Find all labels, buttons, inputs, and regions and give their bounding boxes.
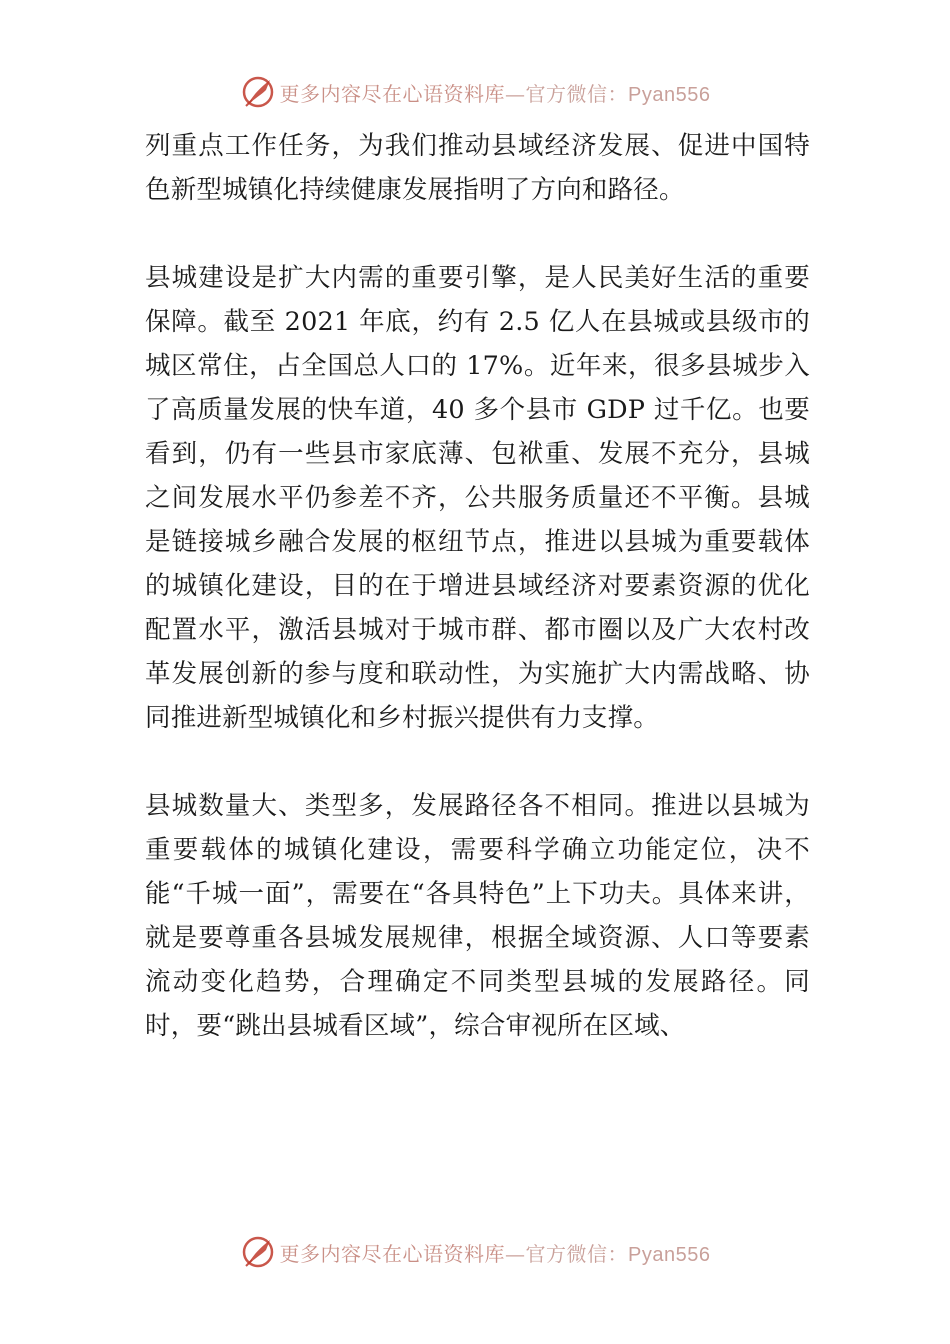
watermark-dash: — — [505, 1241, 526, 1266]
watermark-brand: 更多内容尽在心语资料库 — [279, 81, 506, 106]
paragraph-2: 县城建设是扩大内需的重要引擎，是人民美好生活的重要保障。截至 2021 年底，约有 2.5 亿人在县城或县级市的城区常住，占全国总人口的 17%。近年来，很多县城步入了高质量发展的快车道，40 多个县市 GDP 过千亿。也要看到，仍有一些县市家底薄、包袱重、发展不充分，县城之间发展水平仍参差不齐，公共服务质量还不平衡。县城是链接城乡融合发展的枢纽节点，推进以县城为重要载体的城镇化建设，目的在于增进县域经济对要素资源的优化配置水平，激活县城对于城市群、都市圈以及广大农村改革发展创新的参与度和联动性，为实施扩大内需战略、协同推进新型城镇化和乡村振兴提供有力支撑。 — [145, 263, 810, 733]
pen-nib-logo-icon — [240, 1234, 276, 1270]
watermark-dash: — — [505, 81, 526, 106]
watermark-text — [280, 78, 711, 107]
watermark-wechat-id: Pyan556 — [628, 83, 711, 106]
watermark-wechat-label: 官方微信： — [525, 81, 629, 106]
header-watermark — [0, 72, 950, 112]
footer-watermark — [0, 1232, 950, 1272]
watermark-text — [280, 1238, 711, 1267]
pen-nib-logo-icon — [240, 74, 276, 110]
paragraph-3: 县城数量大、类型多，发展路径各不相同。推进以县城为重要载体的城镇化建设，需要科学确立功能定位，决不能“千城一面”，需要在“各具特色”上下功夫。具体来讲，就是要尊重各县城发展规律，根据全域资源、人口等要素流动变化趋势，合理确定不同类型县城的发展路径。同时，要“跳出县城看区域”，综合审视所在区域、 — [145, 791, 810, 1041]
document-body — [145, 124, 810, 1092]
watermark-brand: 更多内容尽在心语资料库 — [279, 1241, 506, 1266]
watermark-wechat-id: Pyan556 — [628, 1243, 711, 1266]
paragraph-1: 列重点工作任务，为我们推动县域经济发展、促进中国特色新型城镇化持续健康发展指明了方向和路径。 — [145, 131, 810, 205]
watermark-wechat-label: 官方微信： — [525, 1241, 629, 1266]
